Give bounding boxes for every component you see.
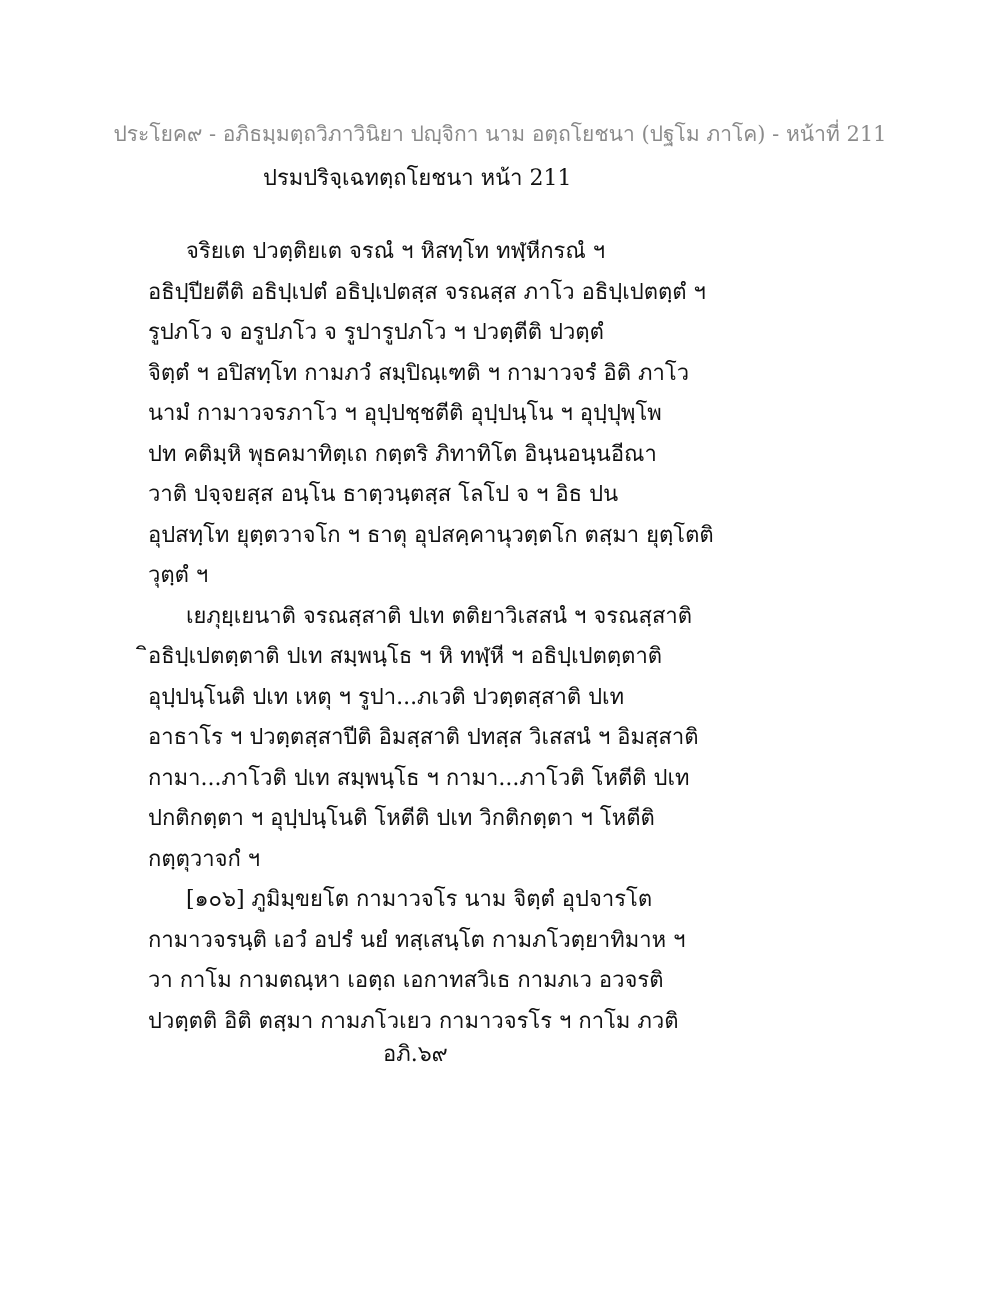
text-line: นามํ กามาวจรภาโว ฯ อุปฺปชฺชตีติ อุปฺปนฺโน ฯ อุปฺปุพฺโพ	[148, 401, 662, 426]
text-line: ปวตฺตติ อิติ ตสฺมา กามภโวเยว กามาวจรโร ฯ กาโม ภวติ	[148, 1008, 679, 1034]
text-line: รูปภโว จ อรูปภโว จ รูปารูปภโว ฯ ปวตฺตีติ ปวตฺตํ	[148, 320, 604, 345]
section-title: ปรมปริจฺเฉทตฺถโยชนา หน้า 211	[263, 166, 572, 191]
text-line: วา กาโม กามตณฺหา เอตฺถ เอกาทสวิเธ กามภเว อวจรติ	[148, 968, 664, 993]
running-header-text: ประโยค๙ - อภิธมฺมตฺถวิภาวินิยา ปญฺจิกา นาม อตฺถโยชนา (ปฐโม ภาโค) - หน้าที่ 211	[113, 122, 887, 146]
text-line: วุตฺตํ ฯ	[148, 563, 209, 588]
text-line: ิอธิปฺเปตตฺตาติ ปเท สมฺพนฺโธ ฯ หิ ทฬฺหี ฯ อธิปฺเปตตฺตาติ	[148, 644, 663, 669]
text-line: กตฺตุวาจกํ ฯ	[148, 846, 261, 872]
text-line: อธิปฺปียตีติ อธิปฺเปตํ อธิปฺเปตสฺส จรณสฺส ภาโว อธิปฺเปตตฺตํ ฯ	[148, 279, 706, 305]
text-line: ปท คติมฺหิ พุธคมาทิตฺเถ กตฺตริ ภิทาทิโต อินฺนอนฺนอีณา	[148, 441, 657, 467]
text-line: อุปสทฺโท ยุตฺตวาจโก ฯ ธาตุ อุปสคฺคานุวตฺตโก ตสฺมา ยุตฺโตติ	[148, 522, 714, 548]
text-line: กามา...ภาโวติ ปเท สมฺพนฺโธ ฯ กามา...ภาโวติ โหตีติ ปเท	[148, 765, 690, 791]
text-line: อุปฺปนฺโนติ ปเท เหตุ ฯ รูปา...ภเวติ ปวตฺตสฺสาติ ปเท	[148, 684, 625, 710]
text-line: กามาวจรนฺติ เอวํ อปรํ นยํ ทสฺเสนฺโต กามภโวตฺยาทิมาห ฯ	[148, 927, 686, 953]
text-line: จริยเต ปวตฺติยเต จรณํ ฯ หิสทฺโท ทฬฺหีกรณํ ฯ	[186, 239, 606, 264]
body-text	[148, 232, 828, 1042]
running-header	[0, 118, 1000, 151]
text-line: วาติ ปจฺจยสฺส อนฺโน ธาตฺวนฺตสฺส โลโป จ ฯ อิธ ปน	[148, 482, 619, 507]
text-line: เยภุยฺเยนาติ จรณสฺสาติ ปเท ตติยาวิเสสนํ ฯ จรณสฺสาติ	[186, 603, 693, 629]
page-folio: อภิ.๖๙	[383, 1042, 448, 1067]
text-line: ปกติกตฺตา ฯ อุปฺปนฺโนติ โหตีติ ปเท วิกติกตฺตา ฯ โหตีติ	[148, 806, 655, 831]
text-line: [๑๐๖] ภูมิมฺขยโต กามาวจโร นาม จิตฺตํ อุปจารโต	[186, 887, 653, 912]
text-line: จิตฺตํ ฯ อปิสทฺโท กามภวํ สมฺปิณฺเฑติ ฯ กามาวจรํ อิติ ภาโว	[148, 360, 690, 386]
text-line: อาธาโร ฯ ปวตฺตสฺสาปีติ อิมสฺสาติ ปทสฺส วิเสสนํ ฯ อิมสฺสาติ	[148, 725, 699, 750]
